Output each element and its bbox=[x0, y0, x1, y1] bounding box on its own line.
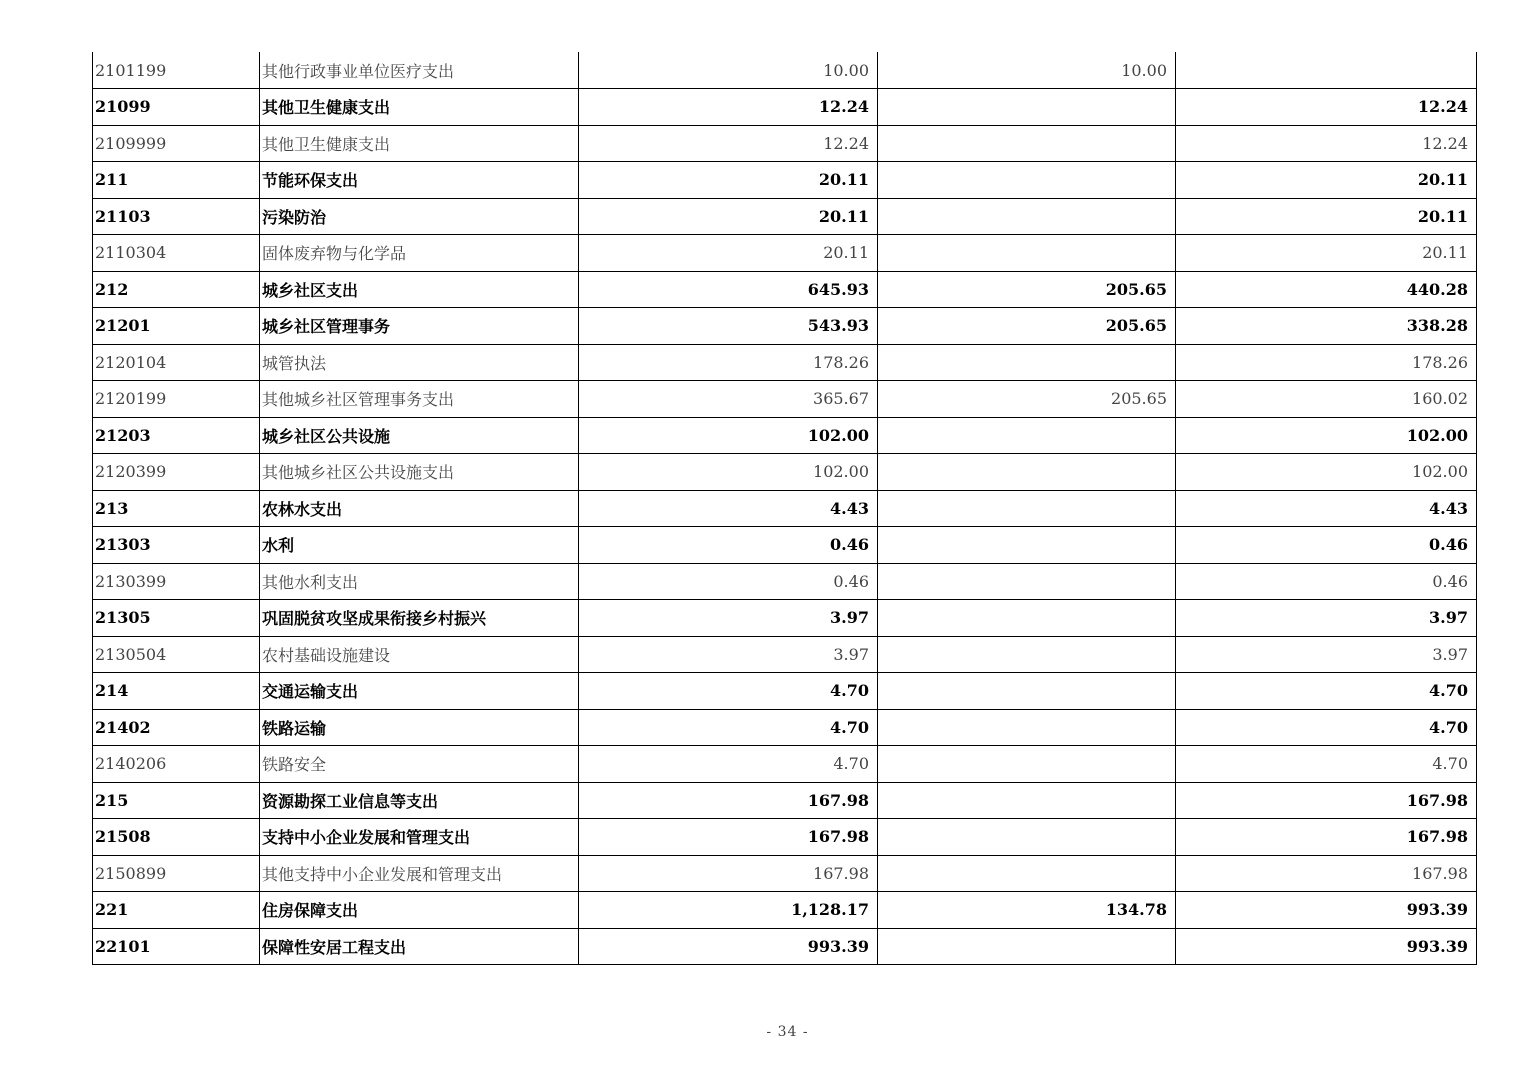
total-amount-cell: 4.70 bbox=[579, 673, 878, 710]
project-expenditure-cell: 167.98 bbox=[1176, 782, 1477, 819]
basic-expenditure-cell: 205.65 bbox=[878, 381, 1176, 418]
total-amount-cell: 645.93 bbox=[579, 271, 878, 308]
account-name-cell: 污染防治 bbox=[260, 198, 579, 235]
total-amount-cell: 0.46 bbox=[579, 563, 878, 600]
total-amount-cell: 4.70 bbox=[579, 746, 878, 783]
basic-expenditure-cell bbox=[878, 527, 1176, 564]
account-name-cell: 其他卫生健康支出 bbox=[260, 125, 579, 162]
basic-expenditure-cell bbox=[878, 454, 1176, 491]
table-row bbox=[93, 454, 1477, 491]
total-amount-cell: 4.70 bbox=[579, 709, 878, 746]
account-code-cell: 221 bbox=[93, 892, 260, 929]
project-expenditure-cell: 4.43 bbox=[1176, 490, 1477, 527]
table-row bbox=[93, 527, 1477, 564]
project-expenditure-cell: 167.98 bbox=[1176, 819, 1477, 856]
project-expenditure-cell: 4.70 bbox=[1176, 746, 1477, 783]
project-expenditure-cell: 20.11 bbox=[1176, 235, 1477, 272]
account-code-cell: 2110304 bbox=[93, 235, 260, 272]
account-name-cell: 巩固脱贫攻坚成果衔接乡村振兴 bbox=[260, 600, 579, 637]
account-name-cell: 农村基础设施建设 bbox=[260, 636, 579, 673]
account-name-cell: 其他支持中小企业发展和管理支出 bbox=[260, 855, 579, 892]
basic-expenditure-cell bbox=[878, 563, 1176, 600]
total-amount-cell: 12.24 bbox=[579, 125, 878, 162]
basic-expenditure-cell bbox=[878, 162, 1176, 199]
table-row bbox=[93, 271, 1477, 308]
basic-expenditure-cell bbox=[878, 819, 1176, 856]
project-expenditure-cell bbox=[1176, 52, 1477, 89]
basic-expenditure-cell bbox=[878, 782, 1176, 819]
table-row bbox=[93, 381, 1477, 418]
total-amount-cell: 167.98 bbox=[579, 855, 878, 892]
total-amount-cell: 102.00 bbox=[579, 454, 878, 491]
account-code-cell: 21201 bbox=[93, 308, 260, 345]
account-code-cell: 2101199 bbox=[93, 52, 260, 89]
account-name-cell: 城乡社区支出 bbox=[260, 271, 579, 308]
table-row bbox=[93, 490, 1477, 527]
project-expenditure-cell: 20.11 bbox=[1176, 162, 1477, 199]
account-name-cell: 农林水支出 bbox=[260, 490, 579, 527]
table-row bbox=[93, 892, 1477, 929]
basic-expenditure-cell bbox=[878, 746, 1176, 783]
basic-expenditure-cell bbox=[878, 125, 1176, 162]
project-expenditure-cell: 0.46 bbox=[1176, 563, 1477, 600]
account-name-cell: 城乡社区管理事务 bbox=[260, 308, 579, 345]
project-expenditure-cell: 0.46 bbox=[1176, 527, 1477, 564]
total-amount-cell: 10.00 bbox=[579, 52, 878, 89]
total-amount-cell: 993.39 bbox=[579, 928, 878, 965]
total-amount-cell: 167.98 bbox=[579, 782, 878, 819]
table-row bbox=[93, 162, 1477, 199]
total-amount-cell: 0.46 bbox=[579, 527, 878, 564]
table-row bbox=[93, 198, 1477, 235]
table-row bbox=[93, 308, 1477, 345]
basic-expenditure-cell: 205.65 bbox=[878, 308, 1176, 345]
basic-expenditure-cell: 134.78 bbox=[878, 892, 1176, 929]
project-expenditure-cell: 12.24 bbox=[1176, 125, 1477, 162]
table-row bbox=[93, 709, 1477, 746]
account-name-cell: 其他行政事业单位医疗支出 bbox=[260, 52, 579, 89]
project-expenditure-cell: 102.00 bbox=[1176, 454, 1477, 491]
account-name-cell: 住房保障支出 bbox=[260, 892, 579, 929]
table-row bbox=[93, 52, 1477, 89]
basic-expenditure-cell bbox=[878, 855, 1176, 892]
table-row bbox=[93, 673, 1477, 710]
table-row bbox=[93, 636, 1477, 673]
project-expenditure-cell: 993.39 bbox=[1176, 928, 1477, 965]
account-code-cell: 21099 bbox=[93, 89, 260, 126]
project-expenditure-cell: 3.97 bbox=[1176, 600, 1477, 637]
basic-expenditure-cell bbox=[878, 673, 1176, 710]
budget-table bbox=[92, 52, 1477, 965]
basic-expenditure-cell: 10.00 bbox=[878, 52, 1176, 89]
table-row bbox=[93, 819, 1477, 856]
project-expenditure-cell: 338.28 bbox=[1176, 308, 1477, 345]
basic-expenditure-cell bbox=[878, 636, 1176, 673]
total-amount-cell: 3.97 bbox=[579, 600, 878, 637]
basic-expenditure-cell bbox=[878, 928, 1176, 965]
account-code-cell: 213 bbox=[93, 490, 260, 527]
table-row bbox=[93, 746, 1477, 783]
total-amount-cell: 543.93 bbox=[579, 308, 878, 345]
total-amount-cell: 178.26 bbox=[579, 344, 878, 381]
total-amount-cell: 12.24 bbox=[579, 89, 878, 126]
account-name-cell: 节能环保支出 bbox=[260, 162, 579, 199]
total-amount-cell: 167.98 bbox=[579, 819, 878, 856]
basic-expenditure-cell bbox=[878, 235, 1176, 272]
account-code-cell: 2130399 bbox=[93, 563, 260, 600]
project-expenditure-cell: 12.24 bbox=[1176, 89, 1477, 126]
total-amount-cell: 102.00 bbox=[579, 417, 878, 454]
account-name-cell: 其他城乡社区管理事务支出 bbox=[260, 381, 579, 418]
total-amount-cell: 365.67 bbox=[579, 381, 878, 418]
account-name-cell: 城管执法 bbox=[260, 344, 579, 381]
total-amount-cell: 20.11 bbox=[579, 198, 878, 235]
table-row bbox=[93, 89, 1477, 126]
total-amount-cell: 3.97 bbox=[579, 636, 878, 673]
page-number: - 34 - bbox=[766, 1024, 809, 1040]
account-name-cell: 交通运输支出 bbox=[260, 673, 579, 710]
table-row bbox=[93, 125, 1477, 162]
project-expenditure-cell: 440.28 bbox=[1176, 271, 1477, 308]
account-code-cell: 21103 bbox=[93, 198, 260, 235]
project-expenditure-cell: 178.26 bbox=[1176, 344, 1477, 381]
table-row bbox=[93, 600, 1477, 637]
basic-expenditure-cell bbox=[878, 198, 1176, 235]
account-name-cell: 铁路运输 bbox=[260, 709, 579, 746]
account-code-cell: 2120104 bbox=[93, 344, 260, 381]
account-name-cell: 其他城乡社区公共设施支出 bbox=[260, 454, 579, 491]
account-name-cell: 其他卫生健康支出 bbox=[260, 89, 579, 126]
basic-expenditure-cell bbox=[878, 490, 1176, 527]
account-name-cell: 城乡社区公共设施 bbox=[260, 417, 579, 454]
account-code-cell: 2140206 bbox=[93, 746, 260, 783]
account-name-cell: 固体废弃物与化学品 bbox=[260, 235, 579, 272]
table-row bbox=[93, 235, 1477, 272]
account-code-cell: 214 bbox=[93, 673, 260, 710]
account-code-cell: 21508 bbox=[93, 819, 260, 856]
account-code-cell: 212 bbox=[93, 271, 260, 308]
table-row bbox=[93, 782, 1477, 819]
project-expenditure-cell: 993.39 bbox=[1176, 892, 1477, 929]
account-name-cell: 支持中小企业发展和管理支出 bbox=[260, 819, 579, 856]
account-name-cell: 其他水利支出 bbox=[260, 563, 579, 600]
project-expenditure-cell: 4.70 bbox=[1176, 709, 1477, 746]
basic-expenditure-cell bbox=[878, 709, 1176, 746]
project-expenditure-cell: 160.02 bbox=[1176, 381, 1477, 418]
account-name-cell: 铁路安全 bbox=[260, 746, 579, 783]
account-code-cell: 2120399 bbox=[93, 454, 260, 491]
total-amount-cell: 4.43 bbox=[579, 490, 878, 527]
account-code-cell: 2150899 bbox=[93, 855, 260, 892]
total-amount-cell: 20.11 bbox=[579, 162, 878, 199]
account-code-cell: 2109999 bbox=[93, 125, 260, 162]
account-code-cell: 215 bbox=[93, 782, 260, 819]
project-expenditure-cell: 20.11 bbox=[1176, 198, 1477, 235]
basic-expenditure-cell: 205.65 bbox=[878, 271, 1176, 308]
account-code-cell: 22101 bbox=[93, 928, 260, 965]
account-name-cell: 保障性安居工程支出 bbox=[260, 928, 579, 965]
project-expenditure-cell: 102.00 bbox=[1176, 417, 1477, 454]
account-name-cell: 水利 bbox=[260, 527, 579, 564]
basic-expenditure-cell bbox=[878, 417, 1176, 454]
account-code-cell: 211 bbox=[93, 162, 260, 199]
table-row bbox=[93, 855, 1477, 892]
account-code-cell: 21402 bbox=[93, 709, 260, 746]
account-code-cell: 21305 bbox=[93, 600, 260, 637]
account-name-cell: 资源勘探工业信息等支出 bbox=[260, 782, 579, 819]
table-row bbox=[93, 563, 1477, 600]
table-body bbox=[93, 52, 1477, 965]
table-row bbox=[93, 344, 1477, 381]
basic-expenditure-cell bbox=[878, 344, 1176, 381]
project-expenditure-cell: 3.97 bbox=[1176, 636, 1477, 673]
account-code-cell: 2130504 bbox=[93, 636, 260, 673]
table-row bbox=[93, 928, 1477, 965]
table-row bbox=[93, 417, 1477, 454]
project-expenditure-cell: 4.70 bbox=[1176, 673, 1477, 710]
account-code-cell: 21303 bbox=[93, 527, 260, 564]
account-code-cell: 2120199 bbox=[93, 381, 260, 418]
basic-expenditure-cell bbox=[878, 600, 1176, 637]
total-amount-cell: 1,128.17 bbox=[579, 892, 878, 929]
account-code-cell: 21203 bbox=[93, 417, 260, 454]
total-amount-cell: 20.11 bbox=[579, 235, 878, 272]
basic-expenditure-cell bbox=[878, 89, 1176, 126]
project-expenditure-cell: 167.98 bbox=[1176, 855, 1477, 892]
